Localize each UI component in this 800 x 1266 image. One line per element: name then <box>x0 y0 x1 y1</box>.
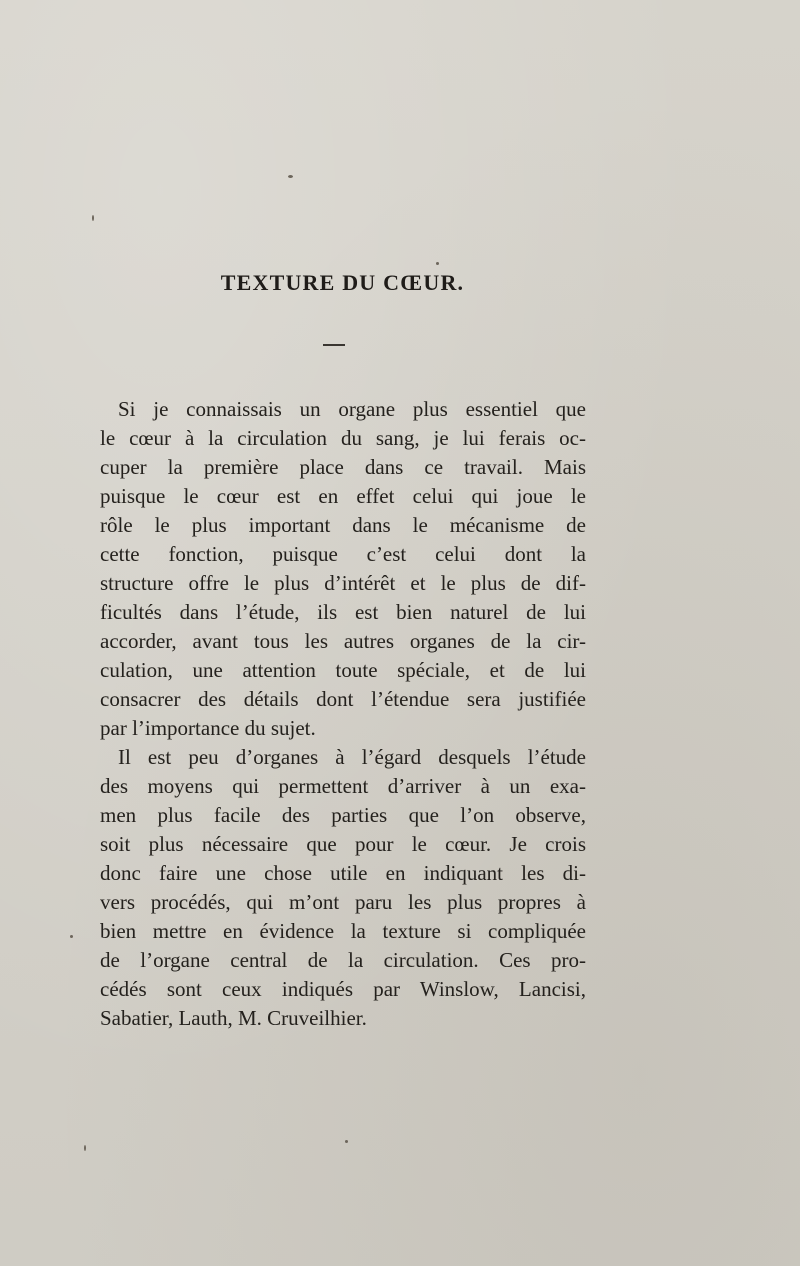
text-line: cuper la première place dans ce travail. Mais <box>100 455 586 479</box>
paragraph-2 <box>100 743 586 1033</box>
chapter-title: TEXTURE DU CŒUR. <box>220 270 465 295</box>
text-line: ficultés dans l’étude, ils est bien naturel de lui <box>100 600 586 624</box>
text-line: Sabatier, Lauth, M. Cruveilhier. <box>100 1006 367 1030</box>
title-divider <box>323 344 345 346</box>
text-line: donc faire une chose utile en indiquant les di- <box>100 861 586 885</box>
text-line: structure offre le plus d’intérêt et le plus de dif- <box>100 571 586 595</box>
text-line: le cœur à la circulation du sang, je lui ferais oc- <box>100 426 586 450</box>
text-line: culation, une attention toute spéciale, et de lui <box>100 658 586 682</box>
text-line: de l’organe central de la circulation. Ces pro- <box>100 948 586 972</box>
ink-speck <box>436 262 439 265</box>
text-line: vers procédés, qui m’ont paru les plus propres à <box>100 890 586 914</box>
text-line: Il est peu d’organes à l’égard desquels l’étude <box>118 745 586 769</box>
text-line: rôle le plus important dans le mécanisme de <box>100 513 586 537</box>
text-line: soit plus nécessaire que pour le cœur. Je crois <box>100 832 586 856</box>
text-line: cette fonction, puisque c’est celui dont la <box>100 542 586 566</box>
ink-speck <box>345 1140 348 1143</box>
text-line: des moyens qui permettent d’arriver à un exa- <box>100 774 586 798</box>
text-line: puisque le cœur est en effet celui qui joue le <box>100 484 586 508</box>
text-line: consacrer des détails dont l’étendue sera justifiée <box>100 687 586 711</box>
text-line: men plus facile des parties que l’on observe, <box>100 803 586 827</box>
text-line: par l’importance du sujet. <box>100 716 316 740</box>
text-line: accorder, avant tous les autres organes de la cir- <box>100 629 586 653</box>
ink-speck <box>288 175 293 178</box>
ink-speck <box>92 215 94 221</box>
body-text <box>100 395 586 1033</box>
ink-speck <box>84 1145 86 1151</box>
text-line: cédés sont ceux indiqués par Winslow, Lancisi, <box>100 977 586 1001</box>
text-line: bien mettre en évidence la texture si compliquée <box>100 919 586 943</box>
ink-speck <box>70 935 73 938</box>
text-line: Si je connaissais un organe plus essentiel que <box>118 397 586 421</box>
paragraph-1 <box>100 395 586 743</box>
